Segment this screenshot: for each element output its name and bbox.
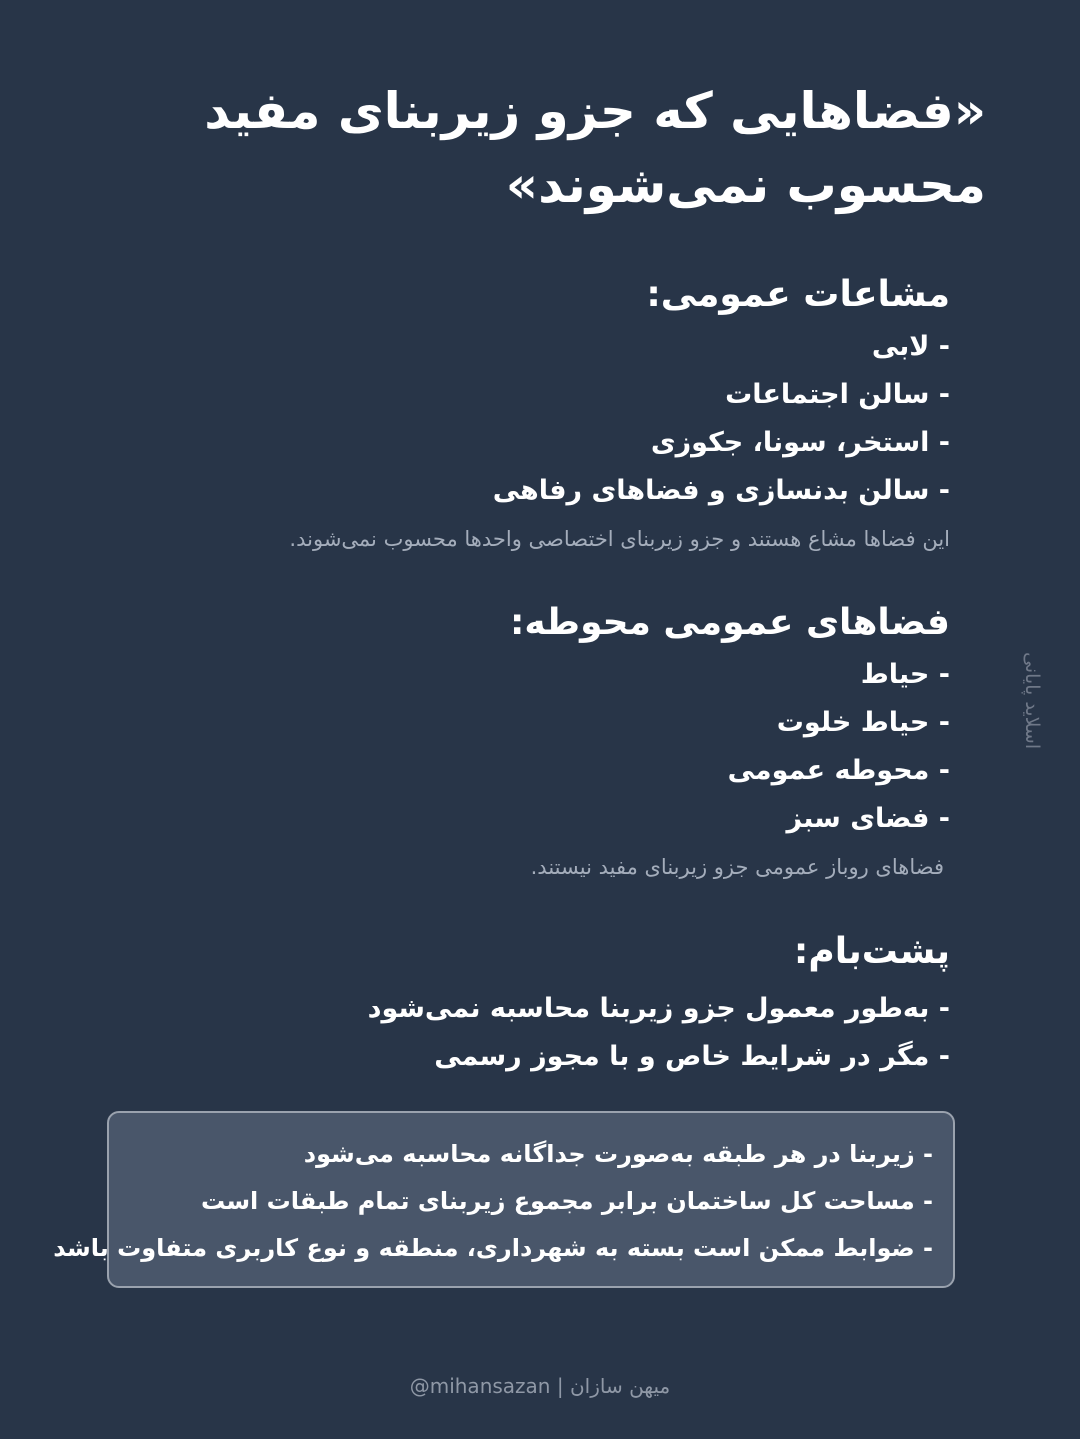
summary-box bbox=[53, 1111, 955, 1288]
summary-list bbox=[53, 1131, 933, 1272]
summary-item: - مساحت کل ساختمان برابر مجموع زیربنای تمام طبقات است bbox=[201, 1187, 933, 1215]
footer-brand: میهن سازان bbox=[569, 1374, 671, 1398]
summary-item: - زیربنا در هر طبقه به‌صورت جداگانه محاسبه می‌شود bbox=[303, 1140, 933, 1168]
list-item: - سالن اجتماعات bbox=[725, 379, 950, 410]
list-item: - استخر، سونا، جکوزی bbox=[650, 427, 950, 458]
list-item: - محوطه عمومی bbox=[727, 755, 950, 786]
list-item: - فضای سبز bbox=[786, 803, 950, 834]
list-item: - به‌طور معمول جزو زیربنا محاسبه نمی‌شود bbox=[367, 993, 950, 1024]
section-heading: پشت‌بام: bbox=[793, 931, 950, 972]
section-roof bbox=[150, 927, 950, 1081]
section-heading: فضاهای عمومی محوطه: bbox=[509, 602, 950, 643]
section-common-areas bbox=[150, 270, 950, 559]
final-slide-tag: اسلاید پایانی bbox=[1021, 652, 1043, 750]
footer-handle: @mihansazan bbox=[409, 1374, 551, 1398]
list-item: - حیاط bbox=[860, 659, 950, 690]
section-note: این فضاها مشاع هستند و جزو زیربنای اختصاصی واحدها محسوب نمی‌شوند. bbox=[289, 527, 950, 551]
item-list bbox=[150, 651, 950, 843]
list-item: - سالن بدنسازی و فضاهای رفاهی bbox=[492, 475, 950, 506]
page-title bbox=[126, 74, 986, 222]
title-line-2: محسوب نمی‌شوند» bbox=[505, 156, 986, 214]
footer bbox=[0, 1374, 1080, 1398]
footer-separator: | bbox=[556, 1374, 564, 1398]
item-list bbox=[150, 323, 950, 515]
list-item: - مگر در شرایط خاص و با مجوز رسمی bbox=[434, 1041, 950, 1072]
summary-item: - ضوابط ممکن است بسته به شهرداری، منطقه و نوع کاربری متفاوت باشد bbox=[53, 1234, 933, 1262]
section-heading: مشاعات عمومی: bbox=[646, 274, 950, 315]
list-item: - حیاط خلوت bbox=[776, 707, 950, 738]
title-line-1: «فضاهایی که جزو زیربنای مفید bbox=[204, 82, 986, 140]
section-note: فضاهای روباز عمومی جزو زیربنای مفید نیستند. bbox=[530, 855, 944, 879]
section-yard-spaces bbox=[150, 598, 950, 887]
item-list bbox=[150, 985, 950, 1081]
list-item: - لابی bbox=[871, 331, 950, 362]
